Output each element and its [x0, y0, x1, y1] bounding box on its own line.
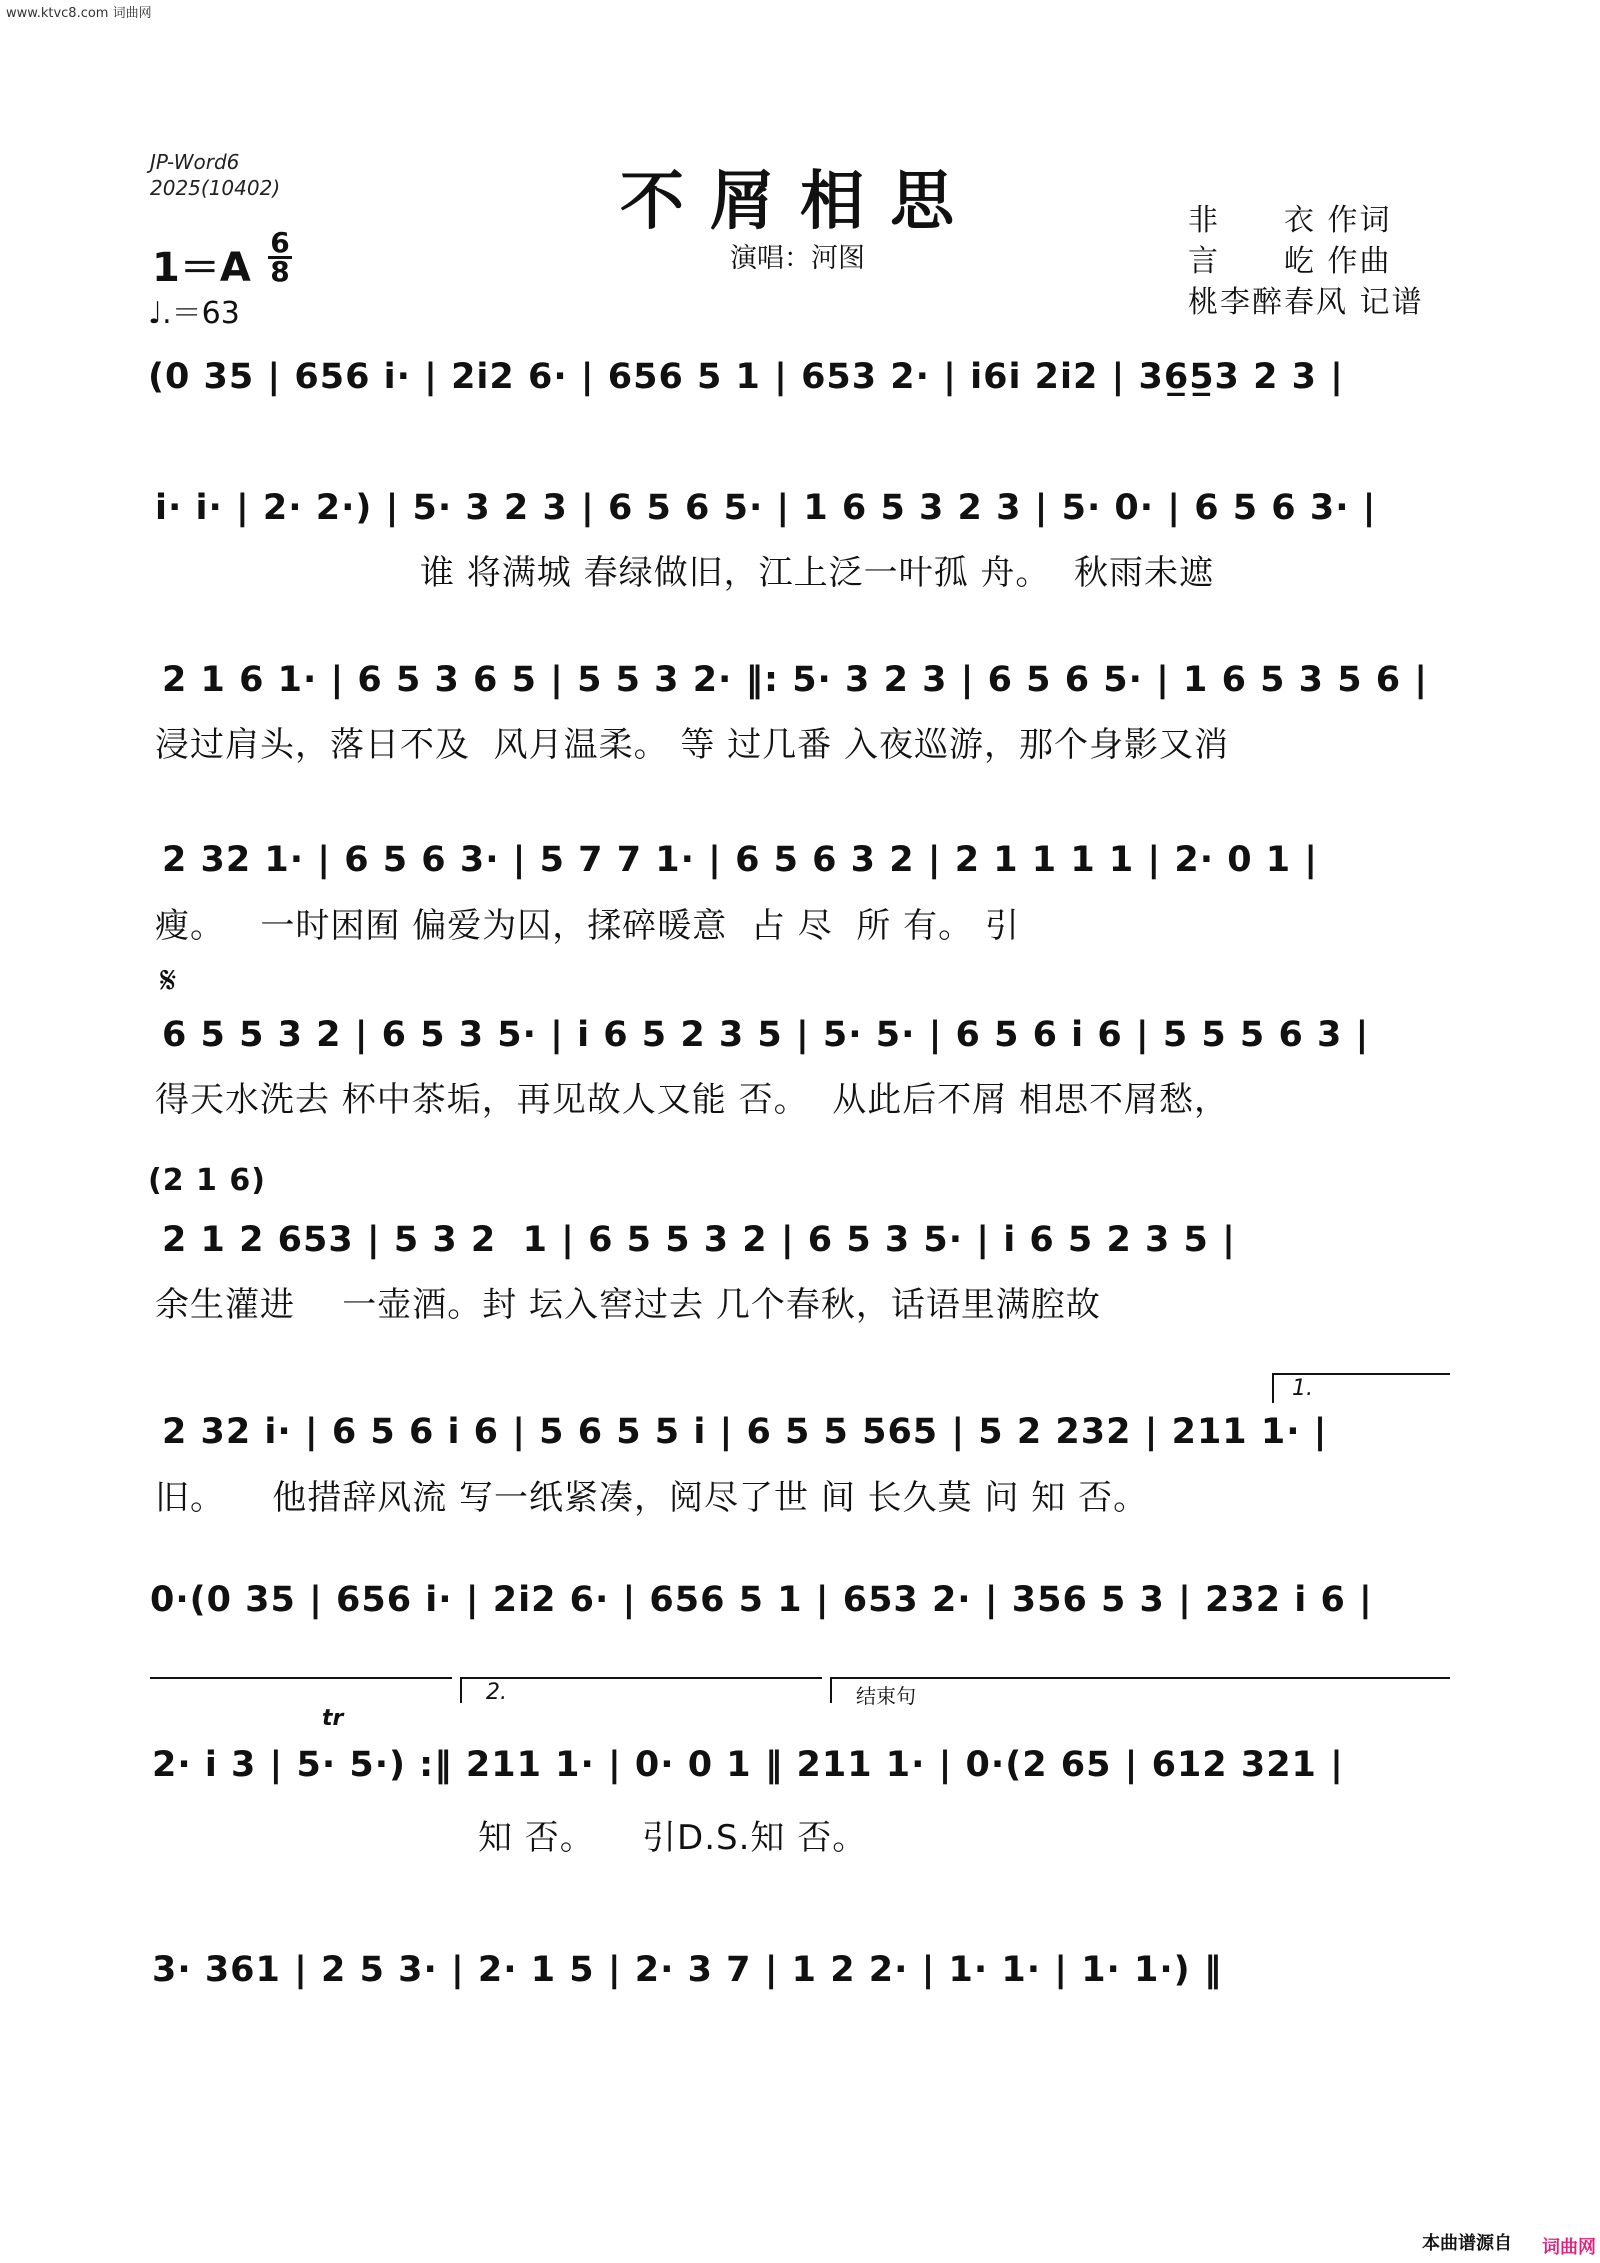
volta-2-label: 2. [486, 1680, 507, 1705]
watermark-url: www.ktvc8.com 词曲网 [6, 6, 152, 21]
lyric-line-2: 谁 将满城 春绿做旧，江上泛一叶孤 舟。 秋雨未遮 [420, 553, 1215, 593]
trill-marking: tr [322, 1706, 344, 1731]
credit-composer: 言 屹 作曲 [1188, 244, 1392, 279]
ending-bracket [830, 1677, 1450, 1679]
lyric-line-4: 瘦。 一时困囿 偏爱为囚，揉碎暖意 占 尽 所 有。 引 [155, 906, 1020, 946]
notation-line-6: 2 1 2 653 | 5 3 2 1 | 6 5 5 3 2 | 6 5 3 5· | i 6 5 2 3 5 | [162, 1220, 1236, 1260]
ending-label: 结束句 [856, 1684, 916, 1708]
ending-bracket-start [830, 1677, 832, 1703]
credit-lyricist: 非 衣 作词 [1188, 203, 1392, 238]
code-label: 2025(10402) [150, 176, 281, 200]
notation-line-5: 6 5 5 3 2 | 6 5 3 5· | i 6 5 2 3 5 | 5· 5· | 6 5 6 i 6 | 5 5 5 6 3 | [162, 1015, 1370, 1055]
volta-2-bracket-start [460, 1677, 462, 1703]
notation-line-1: (0 35 | 656 i· | 2i2 6· | 656 5 1 | 653 2· | i6i 2i2 | 36̲5̲3 2 3 | [148, 357, 1344, 397]
volta-1-bracket [1272, 1373, 1450, 1375]
time-signature [268, 226, 292, 288]
tempo-marking: ♩.＝63 [148, 296, 240, 331]
notation-line-10: 3· 361 | 2 5 3· | 2· 1 5 | 2· 3 7 | 1 2 2· | 1· 1· | 1· 1·) ‖ [152, 1950, 1223, 1990]
segno-sign: 𝄋 [160, 958, 177, 1002]
software-label: JP-Word6 [150, 150, 240, 174]
volta-2-bracket [460, 1677, 822, 1679]
lyric-line-9: 知 否。 引D.S.知 否。 [478, 1818, 868, 1858]
notation-line-3: 2 1 6 1· | 6 5 3 6 5 | 5 5 3 2· ‖: 5· 3 2 3 | 6 5 6 5· | 1 6 5 3 5 6 | [162, 660, 1429, 700]
notation-line-9: 2· i 3 | 5· 5·) :‖ 211 1· | 0· 0 1 ‖ 211 1· | 0·(2 65 | 612 321 | [152, 1745, 1344, 1785]
lyric-line-6: 余生灌进 一壶酒。封 坛入窖过去 几个春秋，话语里满腔故 [155, 1285, 1101, 1325]
notation-line-4: 2 32 1· | 6 5 6 3· | 5 7 7 1· | 6 5 6 3 2 | 2 1 1 1 1 | 2· 0 1 | [162, 840, 1319, 880]
notation-line-8: 0·(0 35 | 656 i· | 2i2 6· | 656 5 1 | 653 2· | 356 5 3 | 232 i 6 | [150, 1580, 1373, 1620]
lyric-line-5: 得天水洗去 杯中茶垢，再见故人又能 否。 从此后不屑 相思不屑愁， [155, 1080, 1230, 1120]
lyric-line-7: 旧。 他措辞风流 写一纸紧凑，阅尽了世 间 长久莫 问 知 否。 [155, 1478, 1149, 1518]
credit-transcriber: 桃李醉春风 记谱 [1188, 285, 1424, 320]
source-footer: 本曲谱源自 [1422, 2233, 1512, 2254]
lyric-line-3: 浸过肩头，落日不及 风月温柔。 等 过几番 入夜巡游，那个身影又消 [155, 725, 1230, 765]
time-signature-bottom: 8 [270, 255, 290, 288]
singer-label: 演唱：河图 [730, 243, 865, 274]
time-signature-top: 6 [270, 226, 290, 259]
site-logo: 词曲网 [1542, 2237, 1596, 2258]
song-title: 不屑相思 [620, 164, 980, 239]
volta-1-label: 1. [1292, 1376, 1313, 1401]
volta-continuation-line [150, 1677, 452, 1679]
volta-1-bracket-start [1272, 1373, 1274, 1403]
alternate-notes: (2 1 6) [148, 1163, 266, 1198]
notation-line-2: i· i· | 2· 2·) | 5· 3 2 3 | 6 5 6 5· | 1 6 5 3 2 3 | 5· 0· | 6 5 6 3· | [155, 488, 1377, 528]
notation-line-7: 2 32 i· | 6 5 6 i 6 | 5 6 5 5 i | 6 5 5 565 | 5 2 232 | 211 1· | [162, 1412, 1328, 1452]
key-signature: 1＝A [152, 245, 251, 291]
